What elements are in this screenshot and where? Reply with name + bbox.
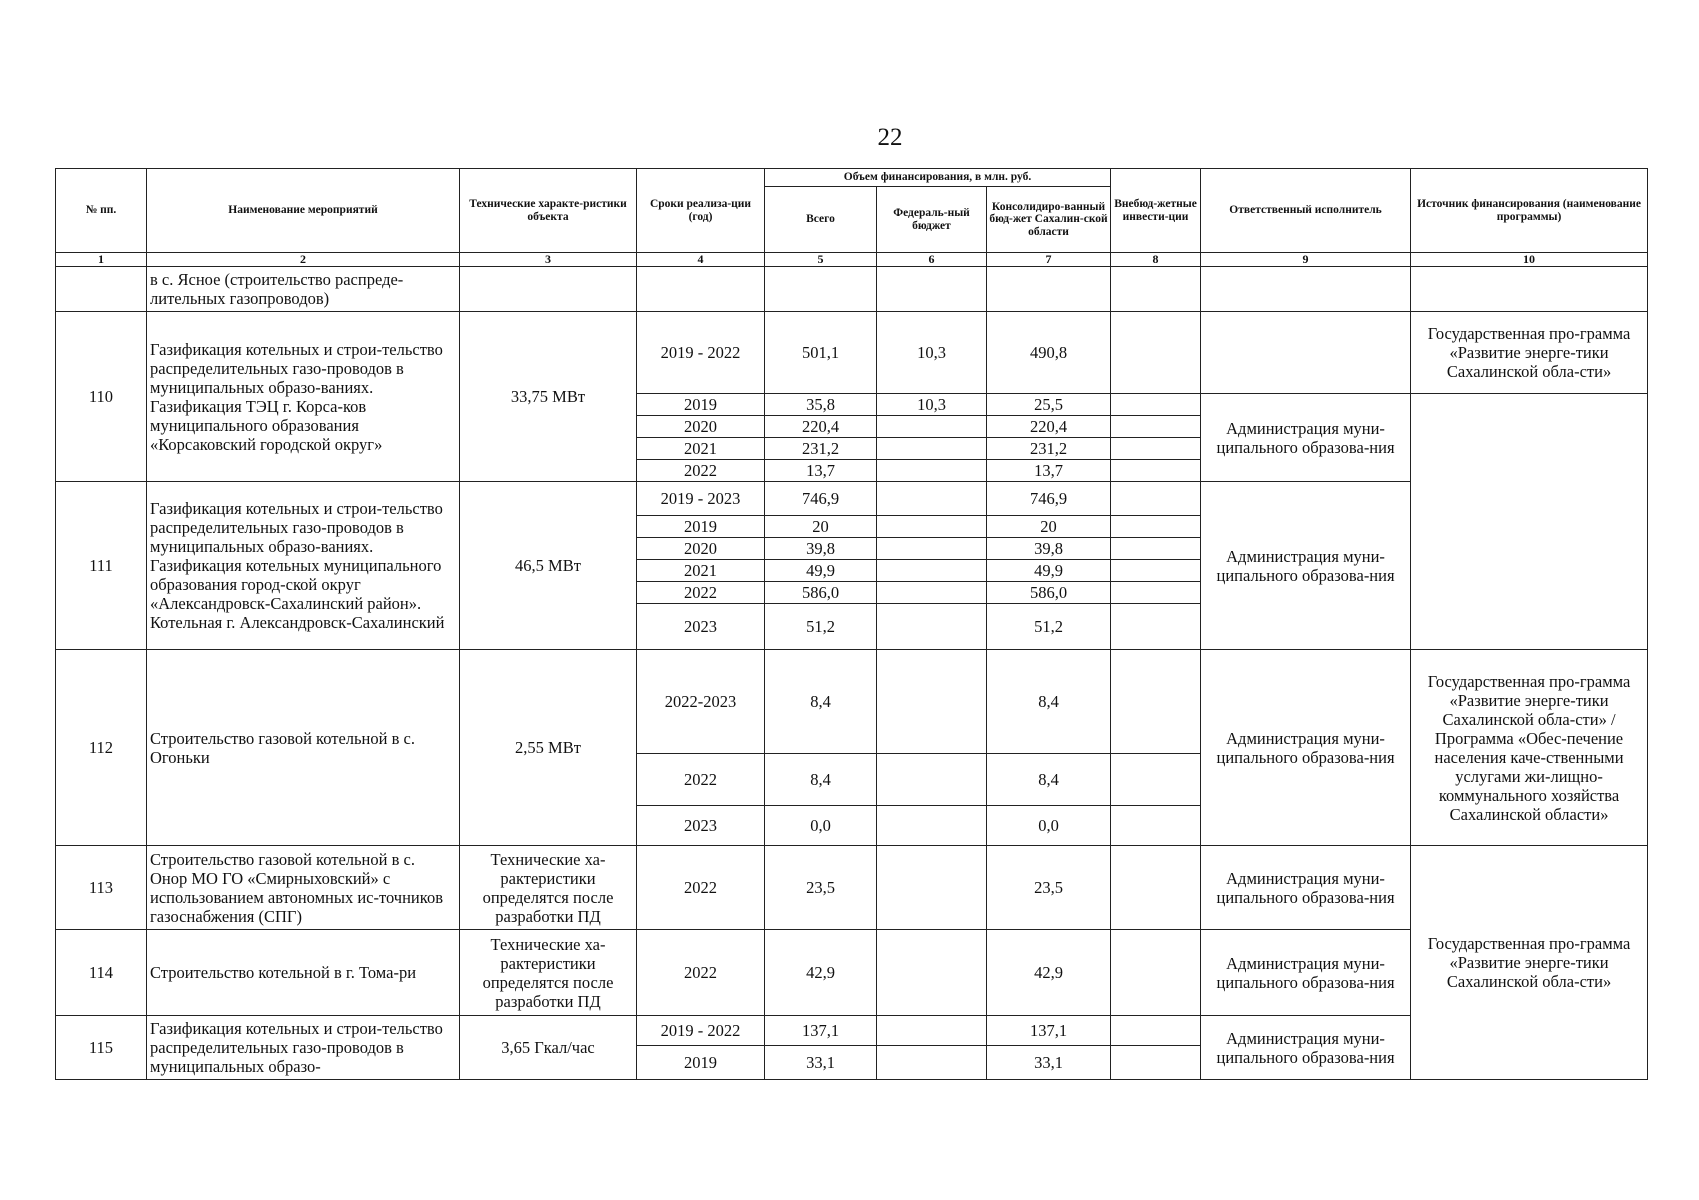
header-source: Источник финансирования (наименование программы)	[1411, 169, 1648, 253]
col-number: 7	[987, 253, 1111, 267]
row-federal	[877, 438, 987, 460]
row-total: 8,4	[765, 754, 877, 806]
row-period: 2019 - 2023	[637, 482, 765, 516]
row-num: 111	[56, 482, 147, 650]
row-period: 2019	[637, 394, 765, 416]
col-number: 8	[1111, 253, 1201, 267]
row-name: в с. Ясное (строительство распреде-лительных газопроводов)	[147, 267, 460, 312]
row-period: 2021	[637, 438, 765, 460]
row-executor: Администрация муни-ципального образова-ния	[1201, 650, 1411, 846]
row-executor: Администрация муни-ципального образова-ния	[1201, 846, 1411, 930]
header-name: Наименование мероприятий	[147, 169, 460, 253]
row-consolidated: 49,9	[987, 560, 1111, 582]
col-number: 9	[1201, 253, 1411, 267]
row-period: 2022-2023	[637, 650, 765, 754]
row-period: 2022	[637, 930, 765, 1016]
row-total: 42,9	[765, 930, 877, 1016]
row-federal: 10,3	[877, 312, 987, 394]
row-total: 231,2	[765, 438, 877, 460]
table-row	[56, 312, 1648, 394]
row-tech: Технические ха-рактеристики определятся после разработки ПД	[460, 846, 637, 930]
col-number: 2	[147, 253, 460, 267]
row-consolidated: 220,4	[987, 416, 1111, 438]
row-federal: 10,3	[877, 394, 987, 416]
col-number: 10	[1411, 253, 1648, 267]
row-period: 2022	[637, 460, 765, 482]
row-total: 0,0	[765, 806, 877, 846]
row-consolidated: 42,9	[987, 930, 1111, 1016]
row-period: 2019 - 2022	[637, 1016, 765, 1046]
col-number: 5	[765, 253, 877, 267]
row-name: Газификация котельных и строи-тельство распределительных газо-проводов в муниципальных образо-	[147, 1016, 460, 1080]
table-row	[56, 650, 1648, 754]
row-tech: 33,75 МВт	[460, 312, 637, 482]
row-source: Государственная про-грамма «Развитие энерге-тики Сахалинской обла-сти»	[1411, 846, 1648, 1080]
page-number: 22	[877, 124, 903, 151]
funding-table	[55, 168, 1648, 1080]
row-total: 746,9	[765, 482, 877, 516]
col-number: 6	[877, 253, 987, 267]
row-consolidated: 490,8	[987, 312, 1111, 394]
row-period: 2020	[637, 538, 765, 560]
row-consolidated: 39,8	[987, 538, 1111, 560]
row-num: 110	[56, 312, 147, 482]
row-consolidated: 20	[987, 516, 1111, 538]
row-consolidated: 0,0	[987, 806, 1111, 846]
row-total: 20	[765, 516, 877, 538]
row-period: 2019 - 2022	[637, 312, 765, 394]
row-period: 2022	[637, 582, 765, 604]
header-funding-group: Объем финансирования, в млн. руб.	[765, 169, 1111, 187]
row-name: Газификация котельных и строи-тельство распределительных газо-проводов в муниципальных образо-ваниях. Газификация ТЭЦ г. Корса-ков муниципального образования «Корсаковский городской округ»	[147, 312, 460, 482]
table-row	[56, 482, 1648, 516]
header-period: Сроки реализа-ции (год)	[637, 169, 765, 253]
header-extra: Внебюд-жетные инвести-ции	[1111, 169, 1201, 253]
col-number: 4	[637, 253, 765, 267]
row-period: 2020	[637, 416, 765, 438]
row-total: 220,4	[765, 416, 877, 438]
row-total: 586,0	[765, 582, 877, 604]
row-executor: Администрация муни-ципального образова-ния	[1201, 930, 1411, 1016]
row-total: 33,1	[765, 1046, 877, 1080]
col-number: 3	[460, 253, 637, 267]
row-total: 8,4	[765, 650, 877, 754]
table-header	[56, 169, 1648, 267]
row-consolidated: 8,4	[987, 650, 1111, 754]
row-consolidated: 25,5	[987, 394, 1111, 416]
table-row	[56, 267, 1648, 312]
row-federal	[877, 416, 987, 438]
row-period: 2023	[637, 806, 765, 846]
row-total: 39,8	[765, 538, 877, 560]
row-total: 13,7	[765, 460, 877, 482]
row-consolidated: 8,4	[987, 754, 1111, 806]
table-row	[56, 930, 1648, 1016]
row-num: 112	[56, 650, 147, 846]
row-period: 2022	[637, 846, 765, 930]
table-row	[56, 846, 1648, 930]
row-num: 113	[56, 846, 147, 930]
row-federal	[877, 460, 987, 482]
row-total: 501,1	[765, 312, 877, 394]
row-period: 2019	[637, 1046, 765, 1080]
row-total: 49,9	[765, 560, 877, 582]
row-tech: 3,65 Гкал/час	[460, 1016, 637, 1080]
row-consolidated: 13,7	[987, 460, 1111, 482]
row-num: 114	[56, 930, 147, 1016]
row-name: Строительство котельной в г. Тома-ри	[147, 930, 460, 1016]
table-row	[56, 1016, 1648, 1046]
row-total: 137,1	[765, 1016, 877, 1046]
row-consolidated: 137,1	[987, 1016, 1111, 1046]
row-period: 2022	[637, 754, 765, 806]
row-tech: 46,5 МВт	[460, 482, 637, 650]
row-executor: Администрация муни-ципального образова-ния	[1201, 1016, 1411, 1080]
row-tech: Технические ха-рактеристики определятся после разработки ПД	[460, 930, 637, 1016]
row-consolidated: 586,0	[987, 582, 1111, 604]
header-num: № пп.	[56, 169, 147, 253]
row-name: Газификация котельных и строи-тельство распределительных газо-проводов в муниципальных образо-ваниях. Газификация котельных муниципального образования город-ской округ «Александровск-Сахалинский район». Котельная г. Александровск-Сахалинский	[147, 482, 460, 650]
row-name: Строительство газовой котельной в с. Огоньки	[147, 650, 460, 846]
row-consolidated: 33,1	[987, 1046, 1111, 1080]
row-consolidated: 746,9	[987, 482, 1111, 516]
row-source: Государственная про-грамма «Развитие энерге-тики Сахалинской обла-сти»	[1411, 312, 1648, 394]
header-tech: Технические характе-ристики объекта	[460, 169, 637, 253]
header-consolidated: Консолидиро-ванный бюд-жет Сахалин-ской области	[987, 187, 1111, 253]
header-federal: Федераль-ный бюджет	[877, 187, 987, 253]
col-number: 1	[56, 253, 147, 267]
row-num: 115	[56, 1016, 147, 1080]
row-total: 35,8	[765, 394, 877, 416]
row-total: 23,5	[765, 846, 877, 930]
row-consolidated: 23,5	[987, 846, 1111, 930]
row-period: 2019	[637, 516, 765, 538]
row-consolidated: 51,2	[987, 604, 1111, 650]
row-period: 2023	[637, 604, 765, 650]
row-tech: 2,55 МВт	[460, 650, 637, 846]
row-executor: Администрация муни-ципального образова-ния	[1201, 482, 1411, 650]
row-period: 2021	[637, 560, 765, 582]
row-total: 51,2	[765, 604, 877, 650]
row-consolidated: 231,2	[987, 438, 1111, 460]
row-executor: Администрация муни-ципального образова-ния	[1201, 394, 1411, 482]
header-executor: Ответственный исполнитель	[1201, 169, 1411, 253]
column-numbers-row	[56, 253, 1648, 267]
row-source: Государственная про-грамма «Развитие энерге-тики Сахалинской обла-сти» / Программа «Обес-печение населения каче-ственными услугами жи-лищно-коммунального хозяйства Сахалинской области»	[1411, 650, 1648, 846]
row-name: Строительство газовой котельной в с. Онор МО ГО «Смирныховский» с использованием автономных ис-точников газоснабжения (СПГ)	[147, 846, 460, 930]
header-total: Всего	[765, 187, 877, 253]
